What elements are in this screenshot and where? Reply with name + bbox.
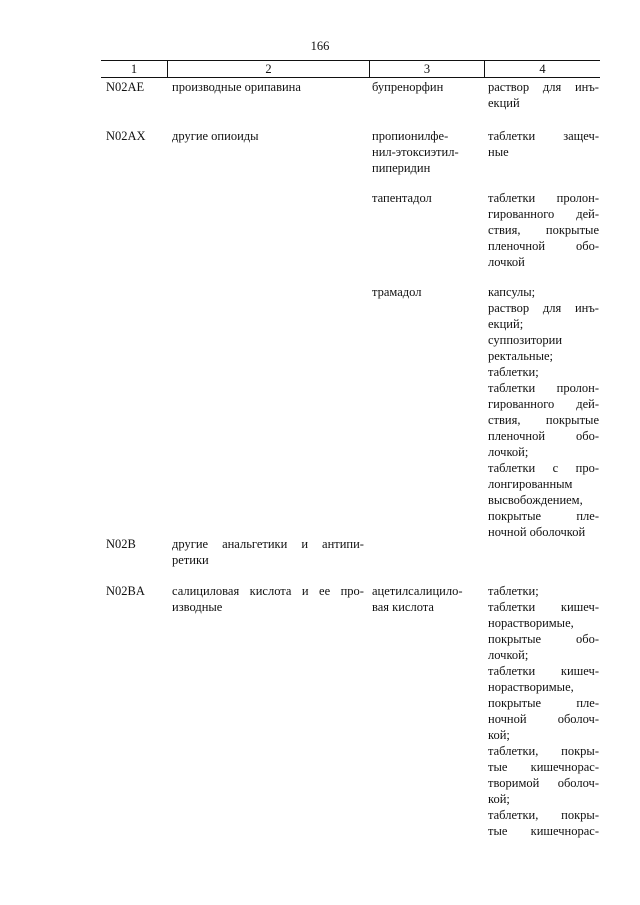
cell-line [488, 647, 599, 663]
cell-word: ствия, [488, 413, 521, 427]
cell-line [488, 599, 599, 615]
cell-word: норастворимые, [488, 680, 574, 694]
cell-line: ацетилсалицило- [372, 584, 463, 598]
cell-line: другие опиоиды [172, 129, 259, 143]
cell-word: про- [575, 461, 599, 475]
cell-line [172, 599, 364, 615]
cell-word: покрытые [545, 223, 599, 237]
cell-line: пропионилфе- [372, 129, 449, 143]
cell-word: обо- [575, 429, 599, 443]
cell-word: капсулы; [488, 285, 536, 299]
drug-name-cell [372, 190, 480, 206]
header-cell-3: 3 [369, 61, 484, 77]
cell-line [488, 524, 599, 540]
cell-word: ретики [172, 553, 209, 567]
cell-line [488, 476, 599, 492]
drug-name-cell [372, 583, 480, 615]
cell-line [488, 254, 599, 270]
cell-word: таблетки, [488, 808, 539, 822]
cell-line [488, 807, 599, 823]
cell-word: для [542, 301, 562, 315]
cell-line [488, 412, 599, 428]
cell-line [488, 128, 599, 144]
group-name-cell [172, 583, 364, 615]
cell-line [488, 284, 599, 300]
cell-word: лочкой [488, 255, 525, 269]
cell-word: покрытые [545, 413, 599, 427]
cell-word: защеч- [563, 129, 599, 143]
cell-line [488, 759, 599, 775]
cell-word: таблетки, [488, 744, 539, 758]
cell-line [172, 536, 364, 552]
cell-word: обо- [575, 239, 599, 253]
cell-line: нил-этоксиэтил- [372, 145, 459, 159]
cell-line [488, 79, 599, 95]
drug-name-cell [372, 284, 480, 300]
cell-word: обо- [575, 632, 599, 646]
cell-word: покры- [561, 744, 599, 758]
cell-word: таблетки; [488, 365, 539, 379]
cell-line [488, 460, 599, 476]
cell-line [488, 631, 599, 647]
atc-code-cell: N02B [106, 537, 136, 551]
cell-word: покры- [561, 808, 599, 822]
cell-word: инъ- [574, 301, 599, 315]
cell-word: таблетки [488, 191, 536, 205]
cell-word: салициловая [172, 584, 240, 598]
cell-line [488, 791, 599, 807]
cell-word: дей- [576, 207, 599, 221]
table-header-row [101, 60, 600, 78]
cell-word: пленочной [488, 239, 546, 253]
cell-line [488, 444, 599, 460]
cell-line [488, 348, 599, 364]
cell-line [488, 428, 599, 444]
cell-word: екций [488, 96, 520, 110]
cell-line [488, 492, 599, 508]
dosage-form-cell [488, 190, 599, 270]
cell-line [488, 775, 599, 791]
cell-line [488, 316, 599, 332]
cell-line [488, 583, 599, 599]
cell-word: лочкой; [488, 445, 529, 459]
cell-word: таблетки [488, 129, 536, 143]
dosage-form-cell [488, 79, 599, 111]
cell-word: лонгированным [488, 477, 573, 491]
header-cell-2: 2 [167, 61, 369, 77]
cell-word: таблетки [488, 664, 536, 678]
cell-word: оболоч- [557, 776, 599, 790]
cell-word: покрытые [488, 632, 542, 646]
group-name-cell [172, 128, 364, 144]
cell-line [488, 711, 599, 727]
cell-word: для [542, 80, 562, 94]
cell-line [488, 95, 599, 111]
cell-word: лочкой; [488, 648, 529, 662]
cell-line: вая кислота [372, 600, 434, 614]
cell-word: анальгетики [222, 537, 288, 551]
cell-line [488, 663, 599, 679]
cell-word: таблетки [488, 461, 536, 475]
dosage-form-cell [488, 284, 599, 540]
cell-line [488, 364, 599, 380]
cell-word: дей- [576, 397, 599, 411]
cell-line: тапентадол [372, 191, 432, 205]
cell-word: про- [340, 584, 364, 598]
cell-word: раствор [488, 80, 530, 94]
cell-word: оболоч- [557, 712, 599, 726]
cell-line [488, 222, 599, 238]
page-number: 166 [310, 39, 330, 53]
cell-line [488, 679, 599, 695]
cell-word: с [552, 461, 559, 475]
cell-word: гированного [488, 397, 555, 411]
cell-word: ее [319, 584, 331, 598]
header-cell-1: 1 [130, 62, 138, 76]
cell-line [488, 332, 599, 348]
cell-word: раствор [488, 301, 530, 315]
cell-word: пролон- [556, 381, 599, 395]
cell-line [488, 823, 599, 839]
cell-word: екций; [488, 317, 524, 331]
cell-word: другие [172, 537, 209, 551]
drug-name-cell [372, 79, 480, 95]
cell-word: таблетки [488, 381, 536, 395]
group-name-cell [172, 79, 364, 95]
cell-word: суппозитории [488, 333, 563, 347]
dosage-form-cell [488, 128, 599, 160]
cell-line [488, 144, 599, 160]
cell-line [488, 695, 599, 711]
cell-word: ночной [488, 712, 527, 726]
cell-word: кишечнорас- [530, 760, 599, 774]
cell-line: трамадол [372, 285, 422, 299]
cell-word: пролон- [556, 191, 599, 205]
cell-line: производные орипавина [172, 80, 301, 94]
group-name-cell [172, 536, 364, 568]
atc-code-cell: N02BA [106, 584, 145, 598]
cell-word: изводные [172, 600, 223, 614]
drug-name-cell [372, 128, 480, 176]
cell-word: гированного [488, 207, 555, 221]
atc-code-cell: N02AX [106, 129, 146, 143]
cell-word: тые [488, 824, 508, 838]
cell-line [488, 238, 599, 254]
cell-line [488, 727, 599, 743]
cell-word: кишечнорас- [530, 824, 599, 838]
cell-word: пле- [576, 696, 599, 710]
cell-word: ректальные; [488, 349, 554, 363]
cell-word: антипи- [322, 537, 364, 551]
cell-word: таблетки [488, 600, 536, 614]
cell-line [488, 190, 599, 206]
cell-word: таблетки; [488, 584, 539, 598]
cell-line: бупренорфин [372, 80, 444, 94]
cell-word: кой; [488, 792, 510, 806]
cell-word: ночной оболочкой [488, 525, 586, 539]
cell-word: и [301, 537, 309, 551]
header-cell-4: 4 [484, 61, 600, 77]
cell-word: кой; [488, 728, 510, 742]
cell-word: ные [488, 145, 509, 159]
cell-line [488, 615, 599, 631]
cell-line [488, 396, 599, 412]
cell-word: кислота [249, 584, 292, 598]
cell-line: пиперидин [372, 161, 431, 175]
cell-word: норастворимые, [488, 616, 574, 630]
cell-word: и [301, 584, 309, 598]
cell-word: покрытые [488, 696, 542, 710]
cell-line [488, 206, 599, 222]
cell-word: покрытые [488, 509, 542, 523]
cell-line [488, 743, 599, 759]
cell-word: пленочной [488, 429, 546, 443]
cell-word: высвобождением, [488, 493, 583, 507]
cell-word: творимой [488, 776, 540, 790]
cell-word: тые [488, 760, 508, 774]
cell-word: пле- [576, 509, 599, 523]
atc-code-cell: N02AE [106, 80, 145, 94]
dosage-form-cell [488, 583, 599, 839]
cell-line [488, 508, 599, 524]
cell-line [172, 583, 364, 599]
cell-word: инъ- [574, 80, 599, 94]
cell-word: ствия, [488, 223, 521, 237]
cell-word: кишеч- [560, 600, 599, 614]
cell-line [488, 300, 599, 316]
cell-line [172, 552, 364, 568]
cell-line [488, 380, 599, 396]
cell-word: кишеч- [560, 664, 599, 678]
